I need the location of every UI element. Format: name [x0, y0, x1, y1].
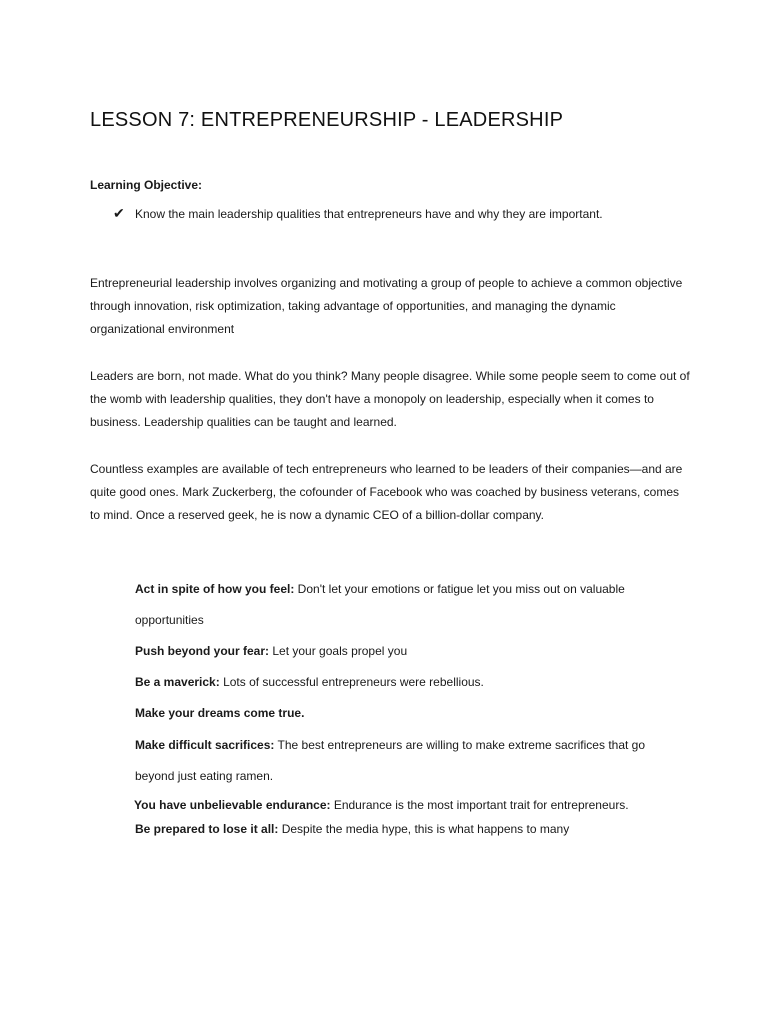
- tip-lead: Make difficult sacrifices:: [135, 738, 275, 752]
- tip-text: Don't let your emotions or fatigue let you miss out on valuable opportunities: [135, 582, 625, 627]
- paragraph-leaders-born: Leaders are born, not made. What do you think? Many people disagree. While some people seem to come out of the womb with leadership qualities, they don't have a monopoly on leadership, especially when it comes to business. Leadership qualities can be taught and learned.: [90, 369, 690, 430]
- paragraph-definition: Entrepreneurial leadership involves organizing and motivating a group of people to achieve a common objective through innovation, risk optimization, taking advantage of opportunities, and managing the dynamic organizational environment: [90, 276, 683, 337]
- paragraph-examples: Countless examples are available of tech entrepreneurs who learned to be leaders of their companies—and are quite good ones. Mark Zuckerberg, the cofounder of Facebook who was coached by business veterans, comes to mind. Once a reserved geek, he is now a dynamic CEO of a billion-dollar company.: [90, 462, 683, 523]
- tip-item: [134, 798, 629, 812]
- tip-lead: Act in spite of how you feel:: [135, 582, 295, 596]
- learning-objective-heading: Learning Objective:: [90, 178, 203, 192]
- tip-text: The best entrepreneurs are willing to make extreme sacrifices that go beyond just eating ramen.: [135, 738, 646, 783]
- tip-item: [135, 675, 484, 689]
- tip-lead: Make your dreams come true.: [135, 706, 305, 720]
- tip-item: [135, 822, 569, 836]
- tip-lead: Be prepared to lose it all:: [135, 822, 279, 836]
- tip-item: [135, 730, 675, 792]
- tip-text: Endurance is the most important trait for entrepreneurs.: [330, 798, 629, 812]
- tip-text: Despite the media hype, this is what happens to many: [278, 822, 570, 836]
- tip-text: Lots of successful entrepreneurs were rebellious.: [219, 675, 484, 689]
- tip-item: [135, 574, 675, 636]
- lesson-title: LESSON 7: ENTREPRENEURSHIP - LEADERSHIP: [90, 109, 564, 131]
- tip-lead: You have unbelievable endurance:: [134, 798, 331, 812]
- objective-text: Know the main leadership qualities that entrepreneurs have and why they are important.: [135, 207, 603, 221]
- tip-lead: Be a maverick:: [135, 675, 220, 689]
- tip-lead: Push beyond your fear:: [135, 644, 270, 658]
- tip-item: [135, 706, 304, 720]
- tip-item: [135, 644, 407, 658]
- tip-text: Let your goals propel you: [269, 644, 408, 658]
- objective-list-item: [113, 205, 603, 222]
- checkmark-icon: ✔: [113, 205, 125, 221]
